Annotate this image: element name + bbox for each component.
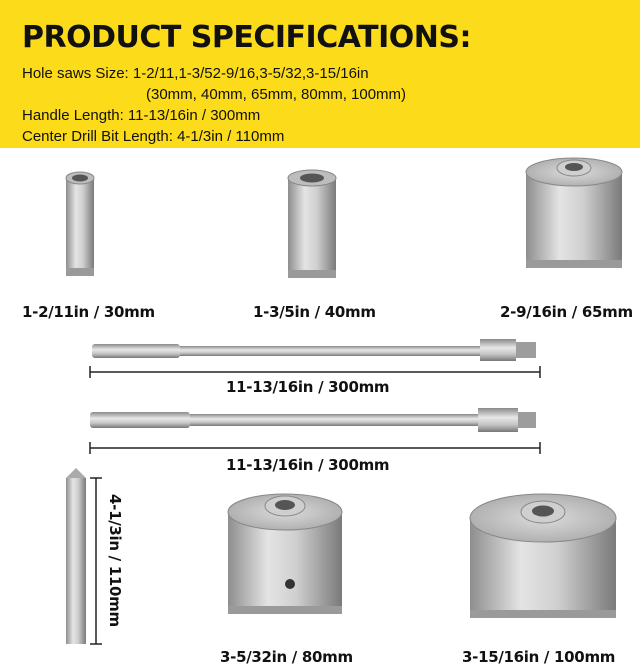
- label-saw-30mm: 1-2/11in / 30mm: [22, 303, 155, 321]
- sds-rod-1: [92, 339, 536, 361]
- label-saw-80mm: 3-5/32in / 80mm: [220, 648, 353, 666]
- label-rod-2-length: 11-13/16in / 300mm: [226, 456, 390, 474]
- hole-saw-80mm: [228, 494, 342, 614]
- label-saw-65mm: 2-9/16in / 65mm: [500, 303, 633, 321]
- label-saw-40mm: 1-3/5in / 40mm: [253, 303, 376, 321]
- banner-title: PRODUCT SPECIFICATIONS:: [22, 20, 471, 55]
- hole-saw-65mm: [526, 158, 622, 268]
- spec-hole-saw-mm: (30mm, 40mm, 65mm, 80mm, 100mm): [146, 86, 407, 103]
- center-drill-bit: [66, 468, 86, 644]
- spec-handle-length: Handle Length: 11-13/16in / 300mm: [22, 107, 261, 124]
- dimension-line-rod-1: [90, 366, 540, 378]
- label-rod-1-length: 11-13/16in / 300mm: [226, 378, 390, 396]
- dimension-line-drill-bit: [90, 478, 102, 644]
- label-drill-bit-length: 4-1/3in / 110mm: [106, 494, 124, 627]
- spec-hole-saw-sizes: Hole saws Size: 1-2/11,1-3/52-9/16,3-5/32,3-15/16in: [22, 65, 369, 82]
- hole-saw-40mm: [288, 170, 336, 278]
- dimension-line-rod-2: [90, 442, 540, 454]
- hole-saw-30mm: [66, 172, 94, 276]
- sds-rod-2: [90, 408, 536, 432]
- label-saw-100mm: 3-15/16in / 100mm: [462, 648, 616, 666]
- hole-saw-100mm: [470, 494, 616, 618]
- spec-drill-bit-length: Center Drill Bit Length: 4-1/3in / 110mm: [22, 128, 285, 145]
